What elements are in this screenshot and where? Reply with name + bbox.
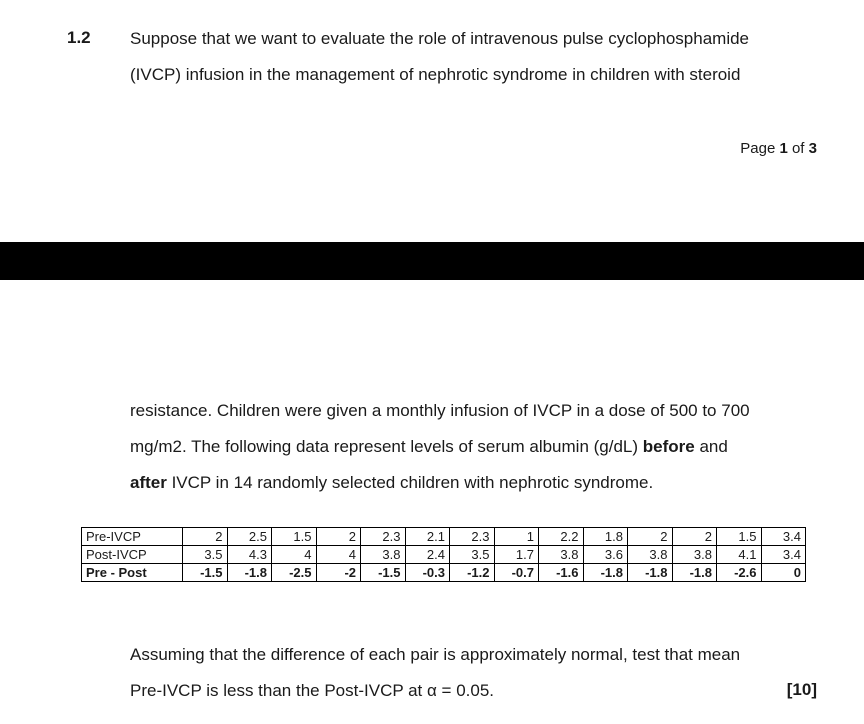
table-cell: 3.5 bbox=[183, 546, 228, 564]
page-of: of bbox=[787, 140, 809, 157]
task-line-1: Assuming that the difference of each pair is approximately normal, test that mean bbox=[130, 645, 741, 664]
table-cell: -2 bbox=[316, 564, 361, 582]
table-cell: 3.8 bbox=[672, 546, 717, 564]
table-cell: 1.8 bbox=[583, 528, 628, 546]
table-cell: -1.8 bbox=[583, 564, 628, 582]
table-cell: -1.6 bbox=[539, 564, 584, 582]
table-cell: 1.7 bbox=[494, 546, 539, 564]
table-cell: 1 bbox=[494, 528, 539, 546]
page-current: 1 bbox=[779, 140, 788, 157]
line2-end: and bbox=[694, 437, 728, 456]
task-text bbox=[130, 637, 740, 709]
table-cell: 2.3 bbox=[450, 528, 495, 546]
table-cell: 3.8 bbox=[539, 546, 584, 564]
table-cell: 3.8 bbox=[628, 546, 673, 564]
table-cell: 0 bbox=[761, 564, 806, 582]
table-cell: 2 bbox=[628, 528, 673, 546]
table-cell: 3.4 bbox=[761, 528, 806, 546]
marks-label: [10] bbox=[786, 680, 817, 699]
table-cell: 2.2 bbox=[539, 528, 584, 546]
continuation-line-2 bbox=[130, 429, 750, 465]
row-label: Pre - Post bbox=[82, 564, 183, 582]
post-ivcp-row bbox=[82, 546, 806, 564]
table-cell: 3.8 bbox=[361, 546, 406, 564]
table-cell: -1.8 bbox=[628, 564, 673, 582]
table-cell: 4.3 bbox=[227, 546, 272, 564]
line3-end: IVCP in 14 randomly selected children with nephrotic syndrome. bbox=[166, 473, 654, 492]
table-cell: -1.2 bbox=[450, 564, 495, 582]
table-cell: 2 bbox=[316, 528, 361, 546]
continuation-line-1: resistance. Children were given a monthly infusion of IVCP in a dose of 500 to 700 bbox=[130, 401, 750, 420]
table-cell: -1.5 bbox=[183, 564, 228, 582]
table-cell: -2.5 bbox=[272, 564, 317, 582]
table-cell: 4 bbox=[316, 546, 361, 564]
table-cell: 3.6 bbox=[583, 546, 628, 564]
task-line-2: Pre-IVCP is less than the Post-IVCP at α = 0.05. bbox=[130, 681, 495, 700]
table-cell: 2.1 bbox=[405, 528, 450, 546]
table-cell: -2.6 bbox=[717, 564, 762, 582]
continuation-line-3 bbox=[130, 465, 750, 501]
table-cell: 1.5 bbox=[272, 528, 317, 546]
table-cell: 3.4 bbox=[761, 546, 806, 564]
intro-line-2: (IVCP) infusion in the management of nephrotic syndrome in children with steroid bbox=[130, 65, 741, 84]
question-continuation bbox=[130, 393, 750, 501]
pre-ivcp-row bbox=[82, 528, 806, 546]
page-indicator bbox=[740, 140, 817, 157]
table-cell: -1.8 bbox=[672, 564, 717, 582]
albumin-data-table bbox=[81, 527, 806, 582]
table-cell: -0.3 bbox=[405, 564, 450, 582]
page-break-bar bbox=[0, 242, 864, 280]
line2-start: mg/m2. The following data represent levels of serum albumin (g/dL) bbox=[130, 437, 643, 456]
table-cell: -0.7 bbox=[494, 564, 539, 582]
row-label: Post-IVCP bbox=[82, 546, 183, 564]
table-cell: 4.1 bbox=[717, 546, 762, 564]
after-emphasis: after bbox=[130, 473, 167, 492]
table-cell: 2.5 bbox=[227, 528, 272, 546]
table-cell: -1.8 bbox=[227, 564, 272, 582]
before-emphasis: before bbox=[642, 437, 695, 456]
table-cell: 1.5 bbox=[717, 528, 762, 546]
question-number: 1.2 bbox=[67, 28, 91, 47]
question-intro bbox=[130, 21, 749, 93]
difference-row bbox=[82, 564, 806, 582]
table-cell: 3.5 bbox=[450, 546, 495, 564]
table-cell: 2 bbox=[672, 528, 717, 546]
table-cell: -1.5 bbox=[361, 564, 406, 582]
page-prefix: Page bbox=[740, 140, 780, 157]
row-label: Pre-IVCP bbox=[82, 528, 183, 546]
table-cell: 2.4 bbox=[405, 546, 450, 564]
table-cell: 2 bbox=[183, 528, 228, 546]
table-cell: 2.3 bbox=[361, 528, 406, 546]
page-total: 3 bbox=[808, 140, 817, 157]
intro-line-1: Suppose that we want to evaluate the role of intravenous pulse cyclophosphamide bbox=[130, 29, 750, 48]
table-cell: 4 bbox=[272, 546, 317, 564]
